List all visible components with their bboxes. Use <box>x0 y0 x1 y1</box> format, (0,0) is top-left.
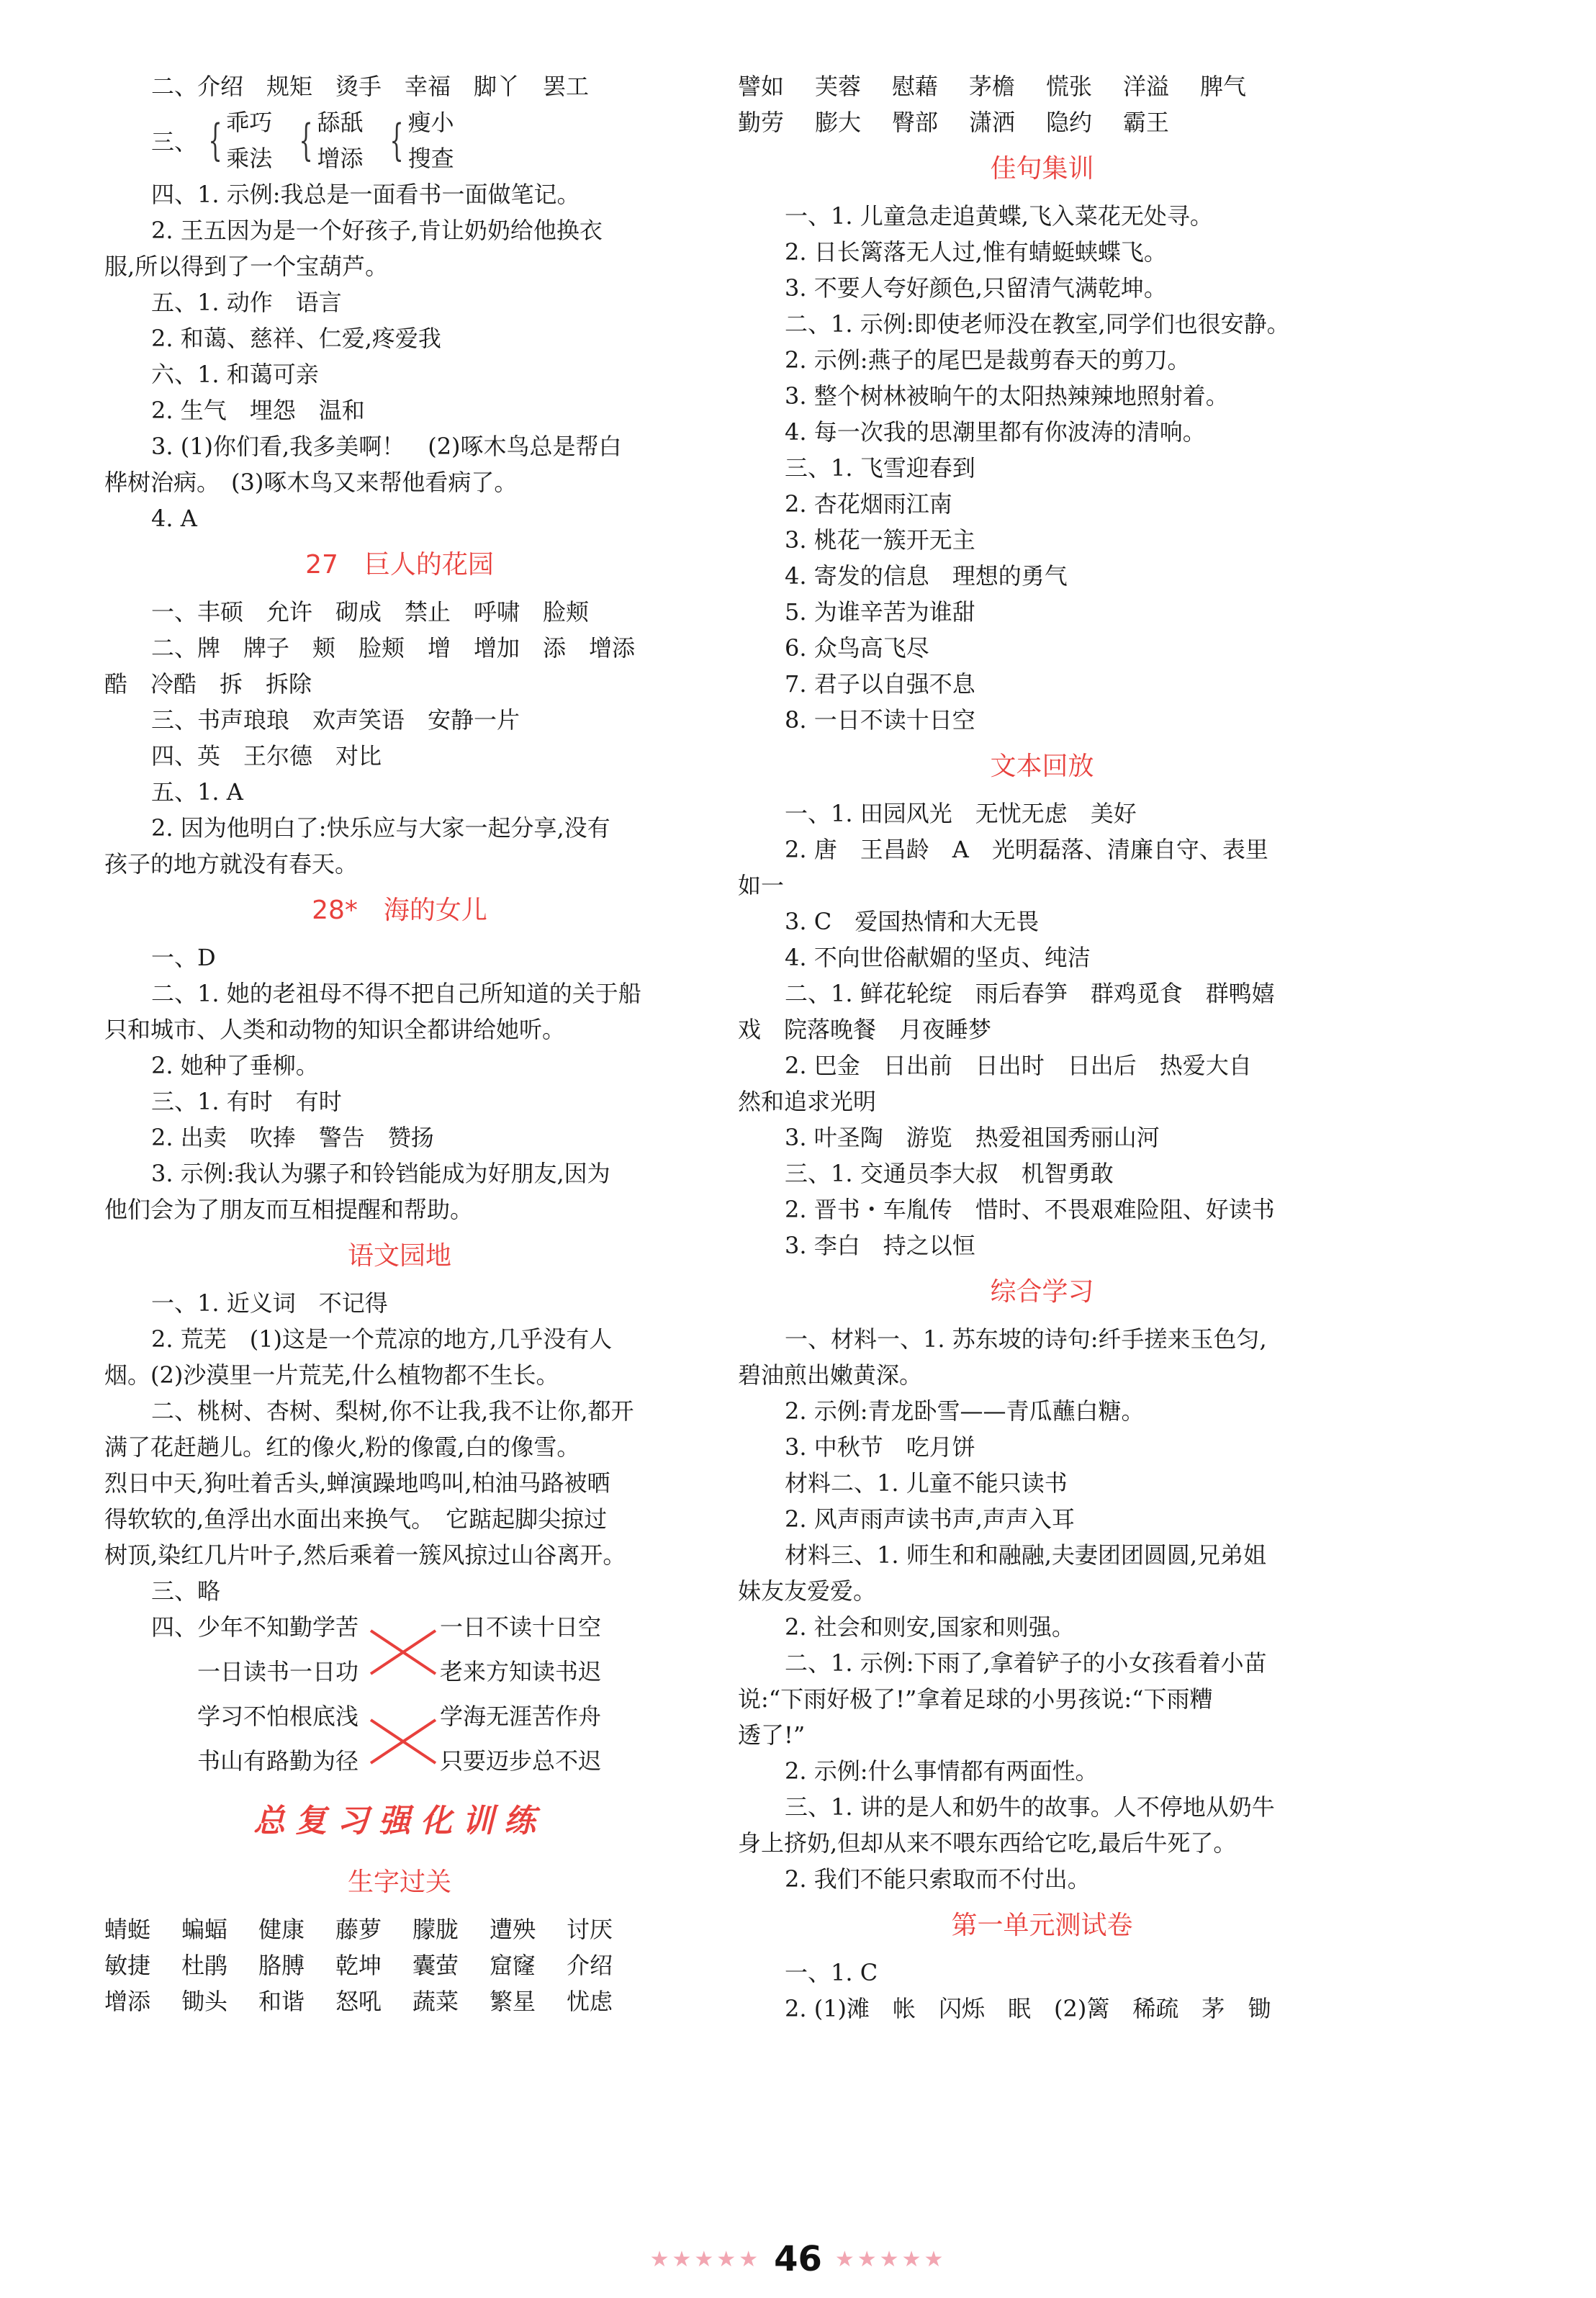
answer-line: 8. 一日不读十日空 <box>785 706 975 734</box>
answer-line: 三、1. 讲的是人和奶牛的故事。人不停地从奶牛 <box>785 1793 1275 1821</box>
answer-line: 一、1. 近义词 不记得 <box>151 1289 388 1317</box>
answer-line: 二、桃树、杏树、梨树,你不让我,我不让你,都开 <box>151 1397 634 1425</box>
answer-line: 三、1. 有时 有时 <box>151 1088 342 1115</box>
word-cell: 和谐 <box>258 1988 305 2015</box>
answer-line: 3. 桃花一簇开无主 <box>785 526 975 554</box>
answer-line: 四、英 王尔德 对比 <box>151 742 382 770</box>
answer-line: 只和城市、人类和动物的知识全都讲给她听。 <box>104 1016 566 1043</box>
answer-block <box>738 1955 1346 2027</box>
word-cell: 藤萝 <box>335 1916 382 1943</box>
answer-line: 2. 示例:燕子的尾巴是裁剪春天的剪刀。 <box>785 346 1191 374</box>
brace-prefix: 三、 <box>151 128 198 156</box>
answer-line: 2. 出卖 吹捧 警告 赞扬 <box>151 1124 434 1151</box>
answer-line: 3. 不要人夸好颜色,只留清气满乾坤。 <box>785 274 1167 302</box>
word-cell: 杜鹃 <box>181 1952 228 1979</box>
answer-line: 2. 因为他明白了:快乐应与大家一起分享,没有 <box>151 814 610 842</box>
word-cell: 潇洒 <box>969 109 1016 136</box>
answer-line: 一、D <box>151 944 216 971</box>
match-right-item: 老来方知读书迟 <box>440 1658 602 1685</box>
word-cell: 增添 <box>104 1988 151 2015</box>
brace-word: 乖巧 <box>226 109 273 136</box>
answer-line: 说:“下雨好极了!”拿着足球的小男孩说:“下雨糟 <box>738 1685 1213 1713</box>
section-heading-jiaju-jixun: 佳句集训 <box>990 154 1094 184</box>
star-icon: ★★★★★ <box>649 2246 762 2272</box>
match-lines <box>104 1609 695 1789</box>
answer-line: 5. 为谁辛苦为谁甜 <box>785 598 975 626</box>
answer-line: 酷 冷酷 拆 拆除 <box>104 670 312 698</box>
match-left-item: 少年不知勤学苦 <box>197 1613 359 1641</box>
word-cell: 譬如 <box>738 73 785 100</box>
answer-line: 2. 生气 埋怨 温和 <box>151 397 365 424</box>
answer-line: 一、1. 儿童急走追黄蝶,飞入菜花无处寻。 <box>785 202 1213 230</box>
word-cell: 繁星 <box>490 1988 536 2015</box>
word-cell: 慰藉 <box>892 73 939 100</box>
word-row <box>104 1947 695 1983</box>
answer-line: 一、丰硕 允许 砌成 禁止 呼啸 脸颊 <box>151 598 590 626</box>
answer-line: 三、书声琅琅 欢声笑语 安静一片 <box>151 706 520 734</box>
answer-line: 7. 君子以自强不息 <box>785 670 975 698</box>
star-icon: ★★★★★ <box>834 2246 947 2272</box>
match-right-item: 只要迈步总不迟 <box>440 1747 602 1775</box>
answer-block <box>738 198 1346 738</box>
word-cell: 忧虑 <box>567 1988 613 2015</box>
answer-line: 身上挤奶,但却从来不喂东西给它吃,最后牛死了。 <box>738 1829 1237 1857</box>
answer-block <box>104 68 695 104</box>
word-cell: 讨厌 <box>567 1916 613 1943</box>
word-cell: 敏捷 <box>104 1952 151 1979</box>
answer-line: 4. 不向世俗献媚的坚贞、纯洁 <box>785 944 1091 971</box>
answer-line: 2. 王五因为是一个好孩子,肯让奶奶给他换衣 <box>151 217 603 244</box>
answer-line: 然和追求光明 <box>738 1088 877 1115</box>
answer-line: 烈日中天,狗吐着舌头,蝉演躁地鸣叫,柏油马路被晒 <box>104 1469 610 1497</box>
section-heading-zonghe-xuexi: 综合学习 <box>990 1277 1094 1307</box>
word-cell: 乾坤 <box>335 1952 382 1979</box>
section-heading-shengzi-guoguan: 生字过关 <box>347 1867 451 1897</box>
answer-line: 2. 社会和则安,国家和则强。 <box>785 1613 1075 1641</box>
word-cell: 脾气 <box>1200 73 1247 100</box>
answer-line: 六、1. 和蔼可亲 <box>151 361 319 388</box>
match-left-item: 书山有路勤为径 <box>197 1747 359 1775</box>
word-cell: 健康 <box>258 1916 305 1943</box>
section-heading-28: 28* 海的女儿 <box>312 896 487 925</box>
page-footer <box>0 2238 1596 2281</box>
answer-line: 得软软的,鱼浮出水面出来换气。 它踮起脚尖掠过 <box>104 1505 608 1533</box>
answer-line: 二、1. 她的老祖母不得不把自己所知道的关于船 <box>151 980 641 1007</box>
answer-line: 2. (1)滩 帐 闪烁 眠 (2)篱 稀疏 茅 锄 <box>785 1995 1271 2022</box>
word-cell: 胳膊 <box>258 1952 305 1979</box>
answer-line: 2. 杏花烟雨江南 <box>785 490 952 518</box>
word-cell: 囊萤 <box>412 1952 459 1979</box>
answer-line: 五、1. A <box>151 778 243 806</box>
word-row <box>104 1911 695 1947</box>
word-cell: 芙蓉 <box>815 73 862 100</box>
answer-line: 二、1. 鲜花轮绽 雨后春笋 群鸡觅食 群鸭嬉 <box>785 980 1275 1007</box>
answer-line: 二、介绍 规矩 烫手 幸福 脚丫 罢工 <box>151 73 590 100</box>
brace-group <box>383 104 454 176</box>
answer-line: 3. 叶圣陶 游览 热爱祖国秀丽山河 <box>785 1124 1160 1151</box>
section-heading-wenben-huifang: 文本回放 <box>990 752 1094 781</box>
answer-line: 2. 她种了垂柳。 <box>151 1052 319 1079</box>
answer-line: 2. 和蔼、慈祥、仁爱,疼爱我 <box>151 325 441 352</box>
brace-word: 增添 <box>317 145 364 172</box>
answer-line: 戏 院落晚餐 月夜睡梦 <box>738 1016 992 1043</box>
brace-group <box>292 104 363 176</box>
word-cell: 遭殃 <box>490 1916 536 1943</box>
answer-line: 4. 寄发的信息 理想的勇气 <box>785 562 1068 590</box>
answer-line: 2. 晋书・车胤传 惜时、不畏艰难险阻、好读书 <box>785 1196 1275 1223</box>
word-grid <box>104 1911 695 2019</box>
answer-line: 材料二、1. 儿童不能只读书 <box>785 1469 1068 1497</box>
answer-block <box>104 940 695 1227</box>
section-heading-27: 27 巨人的花园 <box>305 550 494 580</box>
answer-line: 三、1. 交通员李大叔 机智勇敢 <box>785 1160 1114 1187</box>
word-row <box>104 1983 695 2019</box>
answer-line: 透了!” <box>738 1721 806 1749</box>
word-cell: 怒吼 <box>335 1988 382 2015</box>
page-number: 46 <box>774 2239 822 2279</box>
word-cell: 膨大 <box>815 109 862 136</box>
brace-answer <box>104 104 695 176</box>
answer-line: 3. 中秋节 吃月饼 <box>785 1433 975 1461</box>
review-heading: 总复习强化训练 <box>253 1803 546 1839</box>
answer-line: 碧油煎出嫩黄深。 <box>738 1361 923 1389</box>
answer-line: 3. 示例:我认为骡子和铃铛能成为好朋友,因为 <box>151 1160 610 1187</box>
right-column <box>738 68 1346 2027</box>
answer-block <box>104 1285 695 1609</box>
word-cell: 隐约 <box>1046 109 1093 136</box>
answer-line: 四、1. 示例:我总是一面看书一面做笔记。 <box>151 181 580 208</box>
word-row <box>738 68 1346 104</box>
answer-line: 2. 风声雨声读书声,声声入耳 <box>785 1505 1075 1533</box>
brace-word: 瘦小 <box>407 109 454 136</box>
match-right-item: 学海无涯苦作舟 <box>440 1703 602 1730</box>
answer-block <box>104 594 695 882</box>
answer-line: 树顶,染红几片叶子,然后乘着一簇风掠过山谷离开。 <box>104 1541 626 1569</box>
answer-line: 三、略 <box>151 1577 221 1605</box>
answer-block <box>738 1321 1346 1897</box>
word-cell: 臀部 <box>892 109 939 136</box>
answer-line: 3. 李白 持之以恒 <box>785 1232 975 1259</box>
word-cell: 霸王 <box>1123 109 1170 136</box>
matching-exercise <box>104 1609 695 1789</box>
match-right-item: 一日不读十日空 <box>440 1613 602 1641</box>
word-cell: 窟窿 <box>490 1952 536 1979</box>
word-grid <box>738 68 1346 140</box>
answer-line: 二、1. 示例:下雨了,拿着铲子的小女孩看着小苗 <box>785 1649 1267 1677</box>
word-cell: 蝙蝠 <box>181 1916 228 1943</box>
answer-block <box>738 796 1346 1263</box>
match-left-item: 学习不怕根底浅 <box>197 1703 359 1730</box>
answer-line: 如一 <box>738 872 785 899</box>
answer-line: 五、1. 动作 语言 <box>151 289 342 316</box>
answer-line: 2. 荒芜 (1)这是一个荒凉的地方,几乎没有人 <box>151 1325 613 1353</box>
answer-line: 妹友友爱爱。 <box>738 1577 877 1605</box>
answer-line: 一、材料一、1. 苏东坡的诗句:纤手搓来玉色匀, <box>785 1325 1267 1353</box>
brace-group <box>202 104 272 176</box>
brace-word: 舔舐 <box>317 109 364 136</box>
answer-line: 烟。(2)沙漠里一片荒芜,什么植物都不生长。 <box>104 1361 559 1389</box>
answer-line: 服,所以得到了一个宝葫芦。 <box>104 253 389 280</box>
answer-line: 桦树治病。 (3)啄木鸟又来帮他看病了。 <box>104 469 518 496</box>
word-cell: 蜻蜓 <box>104 1916 151 1943</box>
section-heading-yuwen-yuandi: 语文园地 <box>347 1241 451 1271</box>
answer-line: 4. 每一次我的思潮里都有你波涛的清响。 <box>785 418 1206 446</box>
answer-line: 3. C 爱国热情和大无畏 <box>785 908 1040 935</box>
brace-word: 搜查 <box>407 145 454 172</box>
left-column <box>104 68 695 2019</box>
word-cell: 蔬菜 <box>412 1988 459 2015</box>
word-row <box>738 104 1346 140</box>
answer-line: 3. (1)你们看,我多美啊！ (2)啄木鸟总是帮白 <box>151 433 622 460</box>
answer-block <box>104 176 695 536</box>
word-cell: 锄头 <box>181 1988 228 2015</box>
answer-line: 2. 日长篱落无人过,惟有蜻蜓蛱蝶飞。 <box>785 238 1167 266</box>
answer-line: 孩子的地方就没有春天。 <box>104 850 359 878</box>
brace-glyph: { <box>208 115 222 166</box>
answer-line: 二、1. 示例:即使老师没在教室,同学们也很安静。 <box>785 310 1290 338</box>
answer-line: 三、1. 飞雪迎春到 <box>785 454 975 482</box>
answer-line: 2. 示例:什么事情都有两面性。 <box>785 1757 1099 1785</box>
section-heading-unit1-test: 第一单元测试卷 <box>951 1911 1133 1940</box>
answer-line: 4. A <box>151 505 197 532</box>
brace-glyph: { <box>389 115 405 166</box>
word-cell: 慌张 <box>1046 73 1093 100</box>
word-cell: 勤劳 <box>738 109 785 136</box>
answer-line: 2. 我们不能只索取而不付出。 <box>785 1865 1091 1893</box>
answer-line: 满了花赶趟儿。红的像火,粉的像霞,白的像雪。 <box>104 1433 580 1461</box>
answer-line: 6. 众鸟高飞尽 <box>785 634 929 662</box>
answer-line: 材料三、1. 师生和和融融,夫妻团团圆圆,兄弟姐 <box>785 1541 1267 1569</box>
answer-line: 他们会为了朋友而互相提醒和帮助。 <box>104 1196 474 1223</box>
answer-line: 3. 整个树林被晌午的太阳热辣辣地照射着。 <box>785 382 1229 410</box>
word-cell: 朦胧 <box>412 1916 459 1943</box>
answer-line: 2. 巴金 日出前 日出时 日出后 热爱大自 <box>785 1052 1252 1079</box>
brace-word: 乘法 <box>226 145 273 172</box>
answer-line: 2. 唐 王昌龄 A 光明磊落、清廉自守、表里 <box>785 836 1268 863</box>
answer-line: 2. 示例:青龙卧雪——青瓜蘸白糖。 <box>785 1397 1145 1425</box>
word-cell: 介绍 <box>567 1952 613 1979</box>
match-left-item: 一日读书一日功 <box>197 1658 359 1685</box>
word-cell: 洋溢 <box>1123 73 1170 100</box>
word-cell: 茅檐 <box>969 73 1016 100</box>
answer-line: 一、1. C <box>785 1959 878 1986</box>
brace-glyph: { <box>299 115 313 166</box>
answer-line: 二、牌 牌子 颊 脸颊 增 增加 添 增添 <box>151 634 636 662</box>
answer-line: 一、1. 田园风光 无忧无虑 美好 <box>785 800 1137 827</box>
match-prefix: 四、 <box>151 1613 198 1641</box>
